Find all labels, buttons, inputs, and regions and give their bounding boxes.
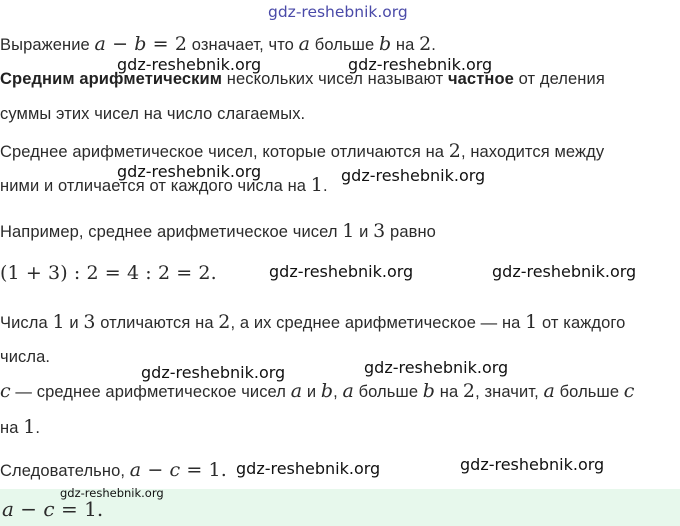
var-c: c	[43, 497, 55, 521]
paragraph-definition	[0, 69, 605, 89]
number-two: 2	[419, 33, 432, 55]
number-one: 1	[23, 416, 36, 438]
text: Например, среднее арифметическое чисел	[0, 223, 343, 241]
equals-two: = 2	[146, 33, 188, 55]
watermark-small: gdz-reshebnik.org	[60, 486, 164, 500]
paragraph-numbers-differ-line2: числа.	[0, 348, 51, 366]
text: и	[354, 223, 374, 241]
var-c: c	[0, 380, 11, 402]
paragraph-c-mean-line2	[0, 417, 40, 438]
text: .	[35, 419, 41, 437]
text: означает, что	[187, 36, 299, 54]
text: , находится между	[460, 143, 605, 161]
watermark: gdz-reshebnik.org	[341, 166, 486, 185]
text: нескольких чисел называют	[222, 70, 448, 88]
var-a: a	[290, 380, 303, 402]
text: равно	[385, 223, 436, 241]
var-c: c	[169, 459, 181, 481]
var-a: a	[342, 380, 354, 402]
var-a: a	[2, 497, 14, 521]
text: Среднее арифметическое чисел, которые отличаются на	[0, 143, 449, 161]
watermark-top: gdz-reshebnik.org	[268, 3, 408, 21]
text: ,	[333, 383, 343, 401]
number-one: 1	[310, 174, 323, 196]
var-b: b	[422, 380, 436, 402]
watermark: gdz-reshebnik.org	[364, 358, 509, 377]
watermark: gdz-reshebnik.org	[117, 55, 262, 74]
text: ними и отличается от каждого числа на	[0, 177, 311, 195]
text: — среднее арифметическое чисел	[10, 383, 291, 401]
text: , а их среднее арифметическое — на	[230, 314, 526, 332]
number-three: 3	[373, 220, 386, 242]
paragraph-example	[0, 221, 436, 242]
number-one: 1	[342, 220, 355, 242]
paragraph-numbers-differ	[0, 312, 625, 333]
paragraph-c-mean	[0, 381, 635, 402]
term-mean: Средним арифметическим	[0, 70, 223, 88]
text: больше	[353, 383, 423, 401]
text: на	[435, 383, 463, 401]
var-b: b	[320, 380, 334, 402]
text: .	[322, 177, 328, 195]
var-b: b	[134, 33, 147, 55]
watermark: gdz-reshebnik.org	[117, 162, 262, 181]
text: от деления	[513, 70, 605, 88]
minus-sign: −	[105, 33, 135, 55]
equals-one: = 1.	[54, 497, 104, 521]
formula-example: (1 + 3) : 2 = 4 : 2 = 2.	[0, 262, 217, 284]
text: на	[0, 419, 24, 437]
number-two: 2	[448, 140, 461, 162]
number-one: 1	[52, 311, 65, 333]
number-three: 3	[83, 311, 96, 333]
term-quotient: частное	[447, 70, 514, 88]
watermark: gdz-reshebnik.org	[492, 262, 637, 281]
var-a: a	[129, 459, 142, 481]
var-a: a	[94, 33, 106, 55]
text: и	[302, 383, 321, 401]
number-two: 2	[218, 311, 231, 333]
paragraph-conclusion	[0, 460, 227, 481]
var-c: c	[623, 380, 635, 402]
minus-sign: −	[141, 459, 170, 481]
text: и	[64, 314, 84, 332]
text: .	[431, 36, 436, 54]
paragraph-difference-meaning	[0, 34, 436, 55]
var-b: b	[378, 33, 392, 55]
text: отличаются на	[95, 314, 219, 332]
paragraph-mean-between	[0, 141, 604, 162]
paragraph-definition-line2: суммы этих чисел на число слагаемых.	[0, 105, 306, 123]
watermark: gdz-reshebnik.org	[460, 455, 605, 474]
minus-sign: −	[13, 497, 44, 521]
text: Следовательно,	[0, 462, 130, 480]
watermark: gdz-reshebnik.org	[348, 55, 493, 74]
text: Числа	[0, 314, 53, 332]
number-two: 2	[462, 380, 476, 402]
watermark: gdz-reshebnik.org	[236, 459, 381, 478]
text: на	[391, 36, 420, 54]
var-a: a	[543, 380, 555, 402]
text: от каждого	[537, 314, 626, 332]
text: Выражение	[0, 36, 95, 54]
equals-one: = 1.	[180, 459, 227, 481]
var-a: a	[298, 33, 311, 55]
number-one: 1	[525, 311, 538, 333]
text: больше	[554, 383, 624, 401]
watermark: gdz-reshebnik.org	[141, 363, 286, 382]
watermark: gdz-reshebnik.org	[269, 262, 414, 281]
text: больше	[310, 36, 379, 54]
text: , значит,	[475, 383, 544, 401]
